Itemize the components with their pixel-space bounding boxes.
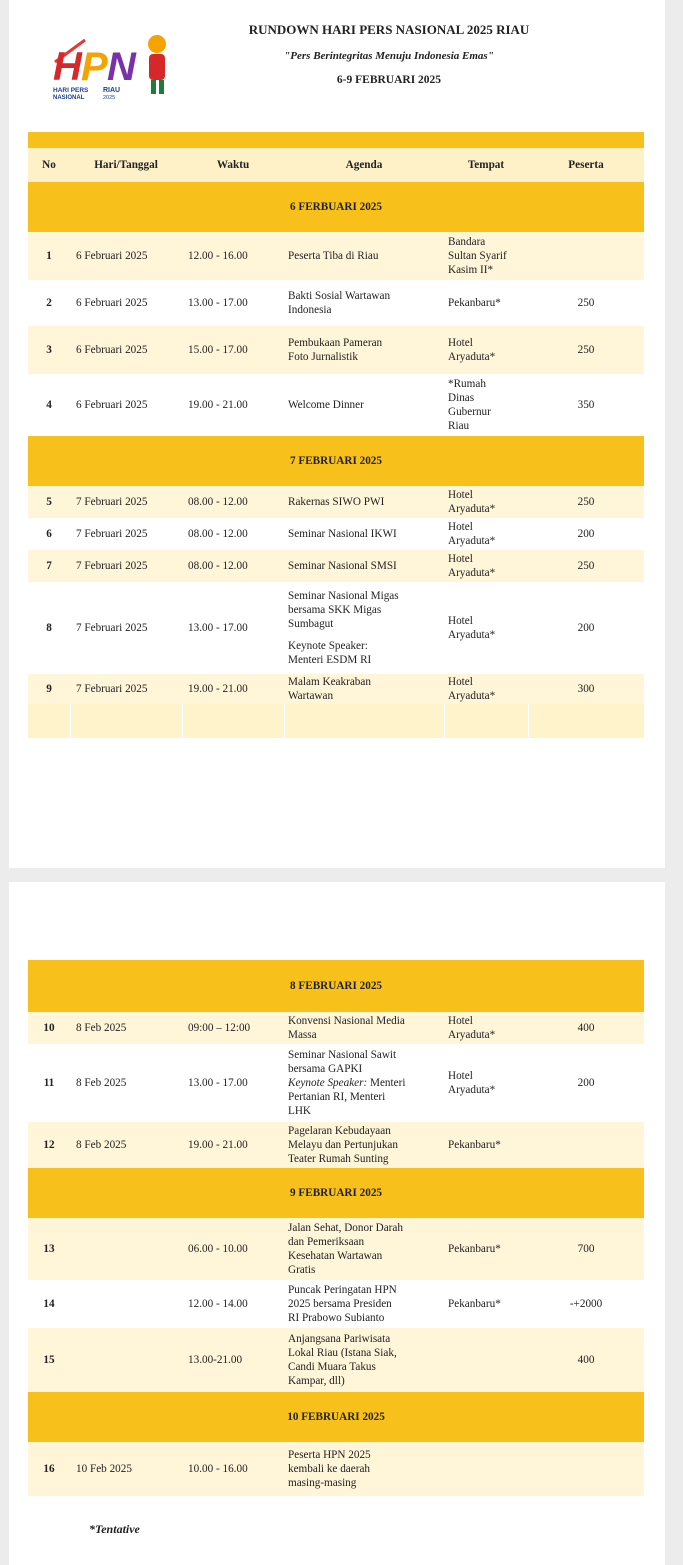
cell-tempat [444, 518, 528, 550]
cell-peserta: 250 [528, 550, 644, 582]
agenda-line: Lokal Riau (Istana Siak, [288, 1347, 397, 1359]
agenda-line: Seminar Nasional IKWI [288, 528, 397, 540]
table-row [28, 674, 644, 704]
table-row [28, 280, 644, 326]
document-page-2 [9, 882, 665, 1565]
tempat-line: Dinas [448, 392, 475, 404]
footnote-tentative: *Tentative [89, 1522, 140, 1536]
tempat-line: Aryaduta* [448, 1084, 496, 1096]
cell-tanggal [70, 1218, 182, 1280]
tempat-line: Hotel [448, 1015, 473, 1027]
agenda-line: Indonesia [288, 304, 332, 316]
agenda-line: Pembukaan Pameran [288, 337, 383, 349]
agenda-line: Candi Muara Takus [288, 1361, 376, 1373]
cell-peserta: 300 [528, 674, 644, 704]
cell-agenda [284, 374, 444, 436]
cell-tempat [444, 550, 528, 582]
cell-agenda [284, 1218, 444, 1280]
date-section-header [28, 1392, 644, 1442]
agenda-line: Jalan Sehat, Donor Darah [288, 1222, 403, 1234]
cell-agenda [284, 674, 444, 704]
agenda-line: Menteri ESDM RI [288, 654, 372, 666]
agenda-line: Konvensi Nasional Media [288, 1015, 405, 1027]
tempat-line: Hotel [448, 615, 473, 627]
cell-tempat [444, 582, 528, 674]
column-header: No [28, 148, 70, 182]
cell-no: 13 [28, 1218, 70, 1280]
table-top-strip [28, 132, 644, 148]
table-row [28, 486, 644, 518]
cell-agenda [284, 550, 444, 582]
tempat-line: Pekanbaru* [448, 297, 501, 309]
cell-no: 7 [28, 550, 70, 582]
svg-text:2025: 2025 [103, 95, 116, 101]
column-header: Hari/Tanggal [70, 148, 182, 182]
date-section-title: 10 FEBRUARI 2025 [28, 1392, 644, 1442]
date-section-header [28, 960, 644, 1012]
table-row [28, 550, 644, 582]
cell-waktu: 13.00 - 17.00 [182, 582, 284, 674]
agenda-line: Peserta HPN 2025 [288, 1449, 371, 1461]
cell-no: 2 [28, 280, 70, 326]
agenda-line [288, 631, 440, 639]
table-row [28, 1012, 644, 1044]
cell-tempat [444, 1280, 528, 1328]
cell-tempat [444, 1218, 528, 1280]
tempat-line: Riau [448, 420, 470, 432]
cell-tempat [444, 374, 528, 436]
tempat-line: Pekanbaru* [448, 1243, 501, 1255]
tempat-line: Hotel [448, 553, 473, 565]
column-header: Tempat [444, 148, 528, 182]
cell-no: 16 [28, 1442, 70, 1496]
cell-no: 14 [28, 1280, 70, 1328]
tempat-line: Hotel [448, 337, 473, 349]
table-row [28, 1122, 644, 1168]
agenda-line: bersama GAPKI [288, 1063, 363, 1075]
agenda-line: Keynote Speaker: Menteri [288, 1077, 406, 1089]
tempat-line: Bandara [448, 236, 486, 248]
cell-waktu: 13.00-21.00 [182, 1328, 284, 1392]
date-section-header [28, 436, 644, 486]
cell-peserta: -+2000 [528, 1280, 644, 1328]
agenda-line: Kampar, dll) [288, 1375, 345, 1387]
agenda-line: Melayu dan Pertunjukan [288, 1139, 398, 1151]
cell-waktu: 19.00 - 21.00 [182, 674, 284, 704]
cell-tempat [444, 232, 528, 280]
cell-tanggal: 7 Februari 2025 [70, 582, 182, 674]
cell-tempat [444, 1122, 528, 1168]
cell-agenda [284, 1044, 444, 1122]
agenda-line: kembali ke daerah [288, 1463, 370, 1475]
cell-no: 10 [28, 1012, 70, 1044]
agenda-line: Seminar Nasional Sawit [288, 1049, 397, 1061]
agenda-keynote-label: Keynote Speaker: [288, 1077, 368, 1089]
cell-tempat [444, 280, 528, 326]
cell-peserta: 250 [528, 326, 644, 374]
agenda-line: Seminar Nasional SMSI [288, 560, 397, 572]
agenda-line: Teater Rumah Sunting [288, 1153, 389, 1165]
cell-tempat [444, 486, 528, 518]
tempat-line: Hotel [448, 489, 473, 501]
agenda-line: 2025 bersama Presiden [288, 1298, 392, 1310]
cell-no: 15 [28, 1328, 70, 1392]
agenda-line: Malam Keakraban [288, 676, 371, 688]
document-title: RUNDOWN HARI PERS NASIONAL 2025 RIAU [248, 22, 530, 37]
cell-agenda [284, 326, 444, 374]
svg-text:RIAU: RIAU [103, 87, 121, 94]
cell-no: 4 [28, 374, 70, 436]
cell-peserta [528, 1442, 644, 1496]
cell-no: 9 [28, 674, 70, 704]
cell-peserta: 200 [528, 582, 644, 674]
cell-agenda [284, 1280, 444, 1328]
table-row [28, 1044, 644, 1122]
cell-tempat [444, 1442, 528, 1496]
agenda-line: Foto Jurnalistik [288, 351, 358, 363]
cell-agenda [284, 518, 444, 550]
tempat-line: Hotel [448, 521, 473, 533]
cell-peserta [528, 232, 644, 280]
table-row [28, 326, 644, 374]
agenda-line: Welcome Dinner [288, 399, 364, 411]
table-row [28, 1218, 644, 1280]
cell-agenda [284, 1328, 444, 1392]
cell-no: 3 [28, 326, 70, 374]
document-page-1 [9, 0, 665, 868]
column-header: Peserta [528, 148, 644, 182]
agenda-line: Kesehatan Wartawan [288, 1250, 383, 1262]
cell-waktu: 08.00 - 12.00 [182, 550, 284, 582]
date-section-header [28, 1168, 644, 1218]
rundown-table-part-2 [28, 960, 644, 1496]
cell-waktu: 08.00 - 12.00 [182, 486, 284, 518]
agenda-line: Gratis [288, 1264, 316, 1276]
agenda-line: dan Pemeriksaan [288, 1236, 365, 1248]
cell-waktu: 06.00 - 10.00 [182, 1218, 284, 1280]
tempat-line: Hotel [448, 1070, 473, 1082]
rundown-table-part-1 [28, 132, 645, 738]
tempat-line: Sultan Syarif [448, 250, 507, 262]
cell-no: 6 [28, 518, 70, 550]
cell-waktu: 12.00 - 16.00 [182, 232, 284, 280]
agenda-line: Rakernas SIWO PWI [288, 496, 385, 508]
agenda-line: Bakti Sosial Wartawan [288, 290, 391, 302]
table-row [28, 1442, 644, 1496]
tempat-line: Gubernur [448, 406, 491, 418]
date-section-header [28, 182, 644, 232]
column-header: Waktu [182, 148, 284, 182]
agenda-line: Anjangsana Pariwisata [288, 1333, 391, 1345]
cell-peserta: 250 [528, 486, 644, 518]
tempat-line: Aryaduta* [448, 1029, 496, 1041]
agenda-line: RI Prabowo Subianto [288, 1312, 385, 1324]
cell-tempat [444, 1012, 528, 1044]
cell-agenda [284, 232, 444, 280]
svg-text:P: P [81, 45, 108, 89]
cell-agenda [284, 1442, 444, 1496]
cell-tanggal: 7 Februari 2025 [70, 486, 182, 518]
cell-tanggal: 8 Feb 2025 [70, 1044, 182, 1122]
agenda-line: masing-masing [288, 1477, 357, 1489]
cell-no: 5 [28, 486, 70, 518]
cell-waktu: 10.00 - 16.00 [182, 1442, 284, 1496]
cell-tempat [444, 326, 528, 374]
cell-tanggal: 8 Feb 2025 [70, 1122, 182, 1168]
agenda-line: Pertanian RI, Menteri [288, 1091, 386, 1103]
cell-tanggal: 6 Februari 2025 [70, 280, 182, 326]
cell-tanggal [70, 1280, 182, 1328]
cell-no: 11 [28, 1044, 70, 1122]
agenda-line: Sumbagut [288, 618, 334, 630]
cell-waktu: 09:00 – 12:00 [182, 1012, 284, 1044]
tempat-line: Pekanbaru* [448, 1298, 501, 1310]
table-header-row [28, 148, 644, 182]
tempat-line: Kasim II* [448, 264, 494, 276]
tempat-line: Aryaduta* [448, 567, 496, 579]
table-row [28, 1328, 644, 1392]
tempat-line: Aryaduta* [448, 629, 496, 641]
cell-agenda [284, 582, 444, 674]
cell-waktu: 19.00 - 21.00 [182, 1122, 284, 1168]
cell-peserta: 700 [528, 1218, 644, 1280]
cell-agenda [284, 1122, 444, 1168]
svg-text:NASIONAL: NASIONAL [53, 95, 85, 101]
cell-no: 8 [28, 582, 70, 674]
cell-tanggal: 7 Februari 2025 [70, 550, 182, 582]
column-header: Agenda [284, 148, 444, 182]
agenda-line: Pagelaran Kebudayaan [288, 1125, 391, 1137]
svg-text:H: H [53, 45, 82, 89]
cell-peserta: 400 [528, 1328, 644, 1392]
agenda-line: LHK [288, 1105, 311, 1117]
cell-peserta: 400 [528, 1012, 644, 1044]
cell-tempat [444, 1328, 528, 1392]
tempat-line: *Rumah [448, 378, 486, 390]
cell-peserta: 350 [528, 374, 644, 436]
document-dates: 6-9 FEBRUARI 2025 [336, 74, 442, 86]
agenda-line: Puncak Peringatan HPN [288, 1284, 397, 1296]
table-row [28, 1280, 644, 1328]
table-row [28, 232, 644, 280]
cell-tanggal: 7 Februari 2025 [70, 674, 182, 704]
date-section-title: 7 FEBRUARI 2025 [28, 436, 644, 486]
cell-waktu: 08.00 - 12.00 [182, 518, 284, 550]
date-section-title: 9 FEBRUARI 2025 [28, 1168, 644, 1218]
cell-peserta [528, 1122, 644, 1168]
cell-tanggal: 6 Februari 2025 [70, 232, 182, 280]
cell-tanggal: 7 Februari 2025 [70, 518, 182, 550]
empty-row [28, 704, 644, 738]
tempat-line: Aryaduta* [448, 351, 496, 363]
cell-tanggal: 6 Februari 2025 [70, 326, 182, 374]
cell-waktu: 13.00 - 17.00 [182, 1044, 284, 1122]
cell-no: 1 [28, 232, 70, 280]
cell-tanggal: 8 Feb 2025 [70, 1012, 182, 1044]
cell-tanggal: 10 Feb 2025 [70, 1442, 182, 1496]
tempat-line: Pekanbaru* [448, 1139, 501, 1151]
tempat-line: Aryaduta* [448, 503, 496, 515]
cell-no: 12 [28, 1122, 70, 1168]
agenda-line: Massa [288, 1029, 317, 1041]
cell-agenda [284, 280, 444, 326]
svg-text:HARI PERS: HARI PERS [53, 87, 89, 94]
cell-peserta: 250 [528, 280, 644, 326]
agenda-line: Wartawan [288, 690, 334, 702]
svg-text:N: N [107, 45, 136, 89]
cell-tanggal [70, 1328, 182, 1392]
cell-peserta: 200 [528, 1044, 644, 1122]
agenda-line: Peserta Tiba di Riau [288, 250, 379, 262]
table-row [28, 518, 644, 550]
cell-peserta: 200 [528, 518, 644, 550]
tempat-line: Aryaduta* [448, 690, 496, 702]
cell-waktu: 19.00 - 21.00 [182, 374, 284, 436]
date-section-title: 8 FEBRUARI 2025 [28, 960, 644, 1012]
cell-tempat [444, 674, 528, 704]
cell-waktu: 15.00 - 17.00 [182, 326, 284, 374]
agenda-line: Seminar Nasional Migas [288, 590, 399, 602]
cell-tanggal: 6 Februari 2025 [70, 374, 182, 436]
tempat-line: Aryaduta* [448, 535, 496, 547]
table-row [28, 582, 644, 674]
date-section-title: 6 FERBUARI 2025 [28, 182, 644, 232]
document-subtitle: "Pers Berintegritas Menuju Indonesia Emas" [284, 50, 494, 62]
cell-waktu: 12.00 - 14.00 [182, 1280, 284, 1328]
cell-agenda [284, 1012, 444, 1044]
cell-waktu: 13.00 - 17.00 [182, 280, 284, 326]
tempat-line: Hotel [448, 676, 473, 688]
cell-agenda [284, 486, 444, 518]
cell-tempat [444, 1044, 528, 1122]
agenda-line: Keynote Speaker: [288, 640, 368, 652]
table-row [28, 374, 644, 436]
agenda-line: bersama SKK Migas [288, 604, 382, 616]
